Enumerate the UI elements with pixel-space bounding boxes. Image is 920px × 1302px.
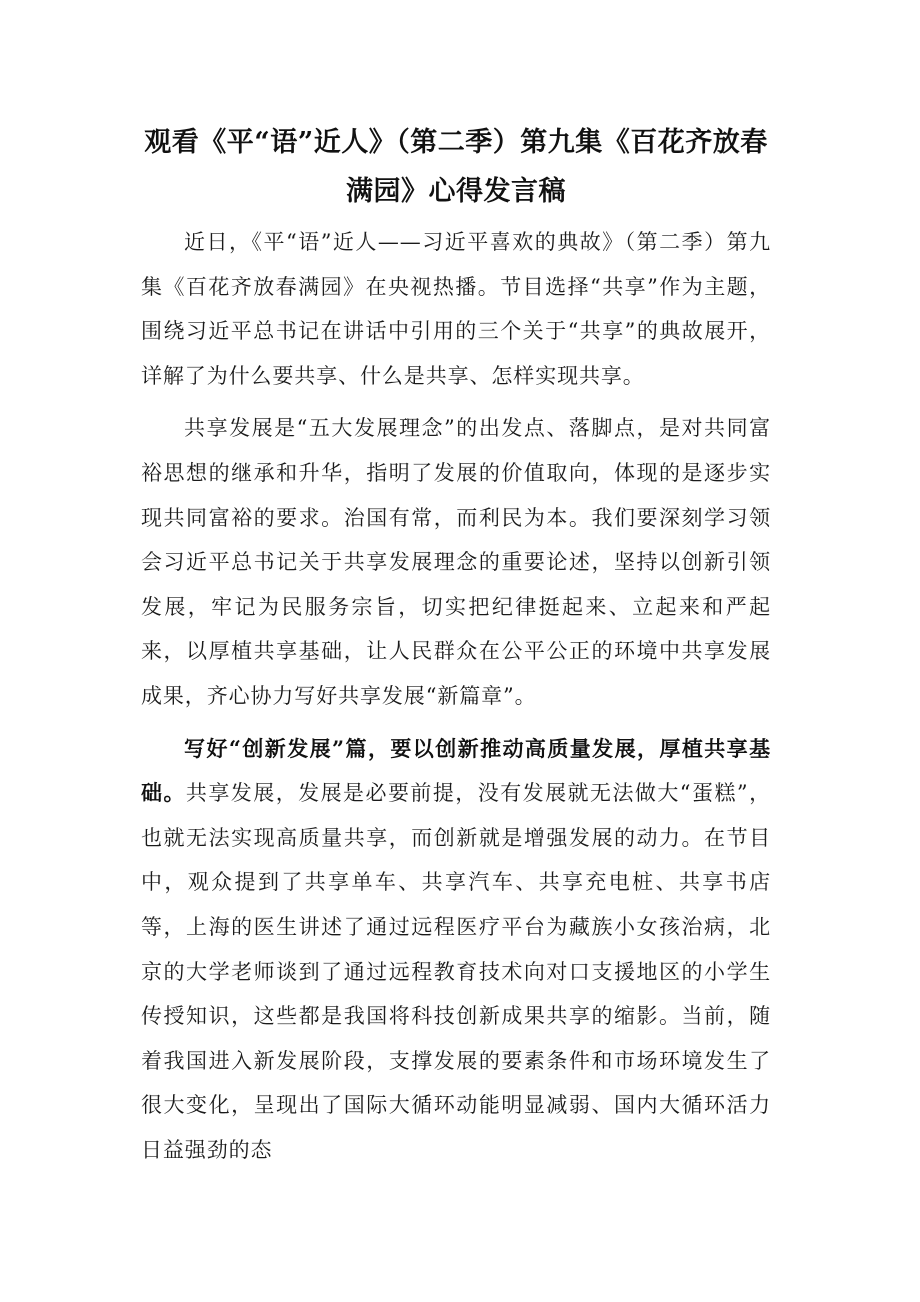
paragraph-text: 共享发展是“五大发展理念”的出发点、落脚点，是对共同富裕思想的继承和升华，指明了发展的价值取向，体现的是逐步实现共同富裕的要求。治国有常，而利民为本。我们要深刻学习领会习近平总书记关于共享发展理念的重要论述，坚持以创新引领发展，牢记为民服务宗旨，切实把纪律挺起来、立起来和严起来，以厚植共享基础，让人民群众在公平公正的环境中共享发展成果，齐心协力写好共享发展“新篇章”。 xyxy=(141,416,771,708)
paragraph-intro xyxy=(141,220,771,398)
paragraph-text: 近日，《平“语”近人——习近平喜欢的典故》（第二季）第九集《百花齐放春满园》在央视热播。节目选择“共享”作为主题，围绕习近平总书记在讲话中引用的三个关于“共享”的典故展开，详解了为什么要共享、什么是共享、怎样实现共享。 xyxy=(141,230,771,388)
paragraph-shared-development xyxy=(141,406,771,718)
document-title: 观看《平“语”近人》（第二季）第九集《百花齐放春满园》心得发言稿 xyxy=(144,127,768,207)
document-page xyxy=(141,118,771,1172)
paragraph-innovation xyxy=(141,727,771,1173)
paragraph-lead-heading: 写好“创新发展”篇，要以创新推动高质量发展，厚植共享基础。 xyxy=(141,735,771,806)
paragraph-text: 共享发展，发展是必要前提，没有发展就无法做大“蛋糕”，也就无法实现高质量共享，而创新就是增强发展的动力。在节目中，观众提到了共享单车、共享汽车、共享充电桩、共享书店等，上海的医生讲述了通过远程医疗平台为藏族小女孩治病，北京的大学老师谈到了通过远程教育技术向对口支援地区的小学生传授知识，这些都是我国将科技创新成果共享的缩影。当前，随着我国进入新发展阶段，支撑发展的要素条件和市场环境发生了很大变化，呈现出了国际大循环动能明显减弱、国内大循环活力日益强劲的态 xyxy=(141,781,771,1162)
